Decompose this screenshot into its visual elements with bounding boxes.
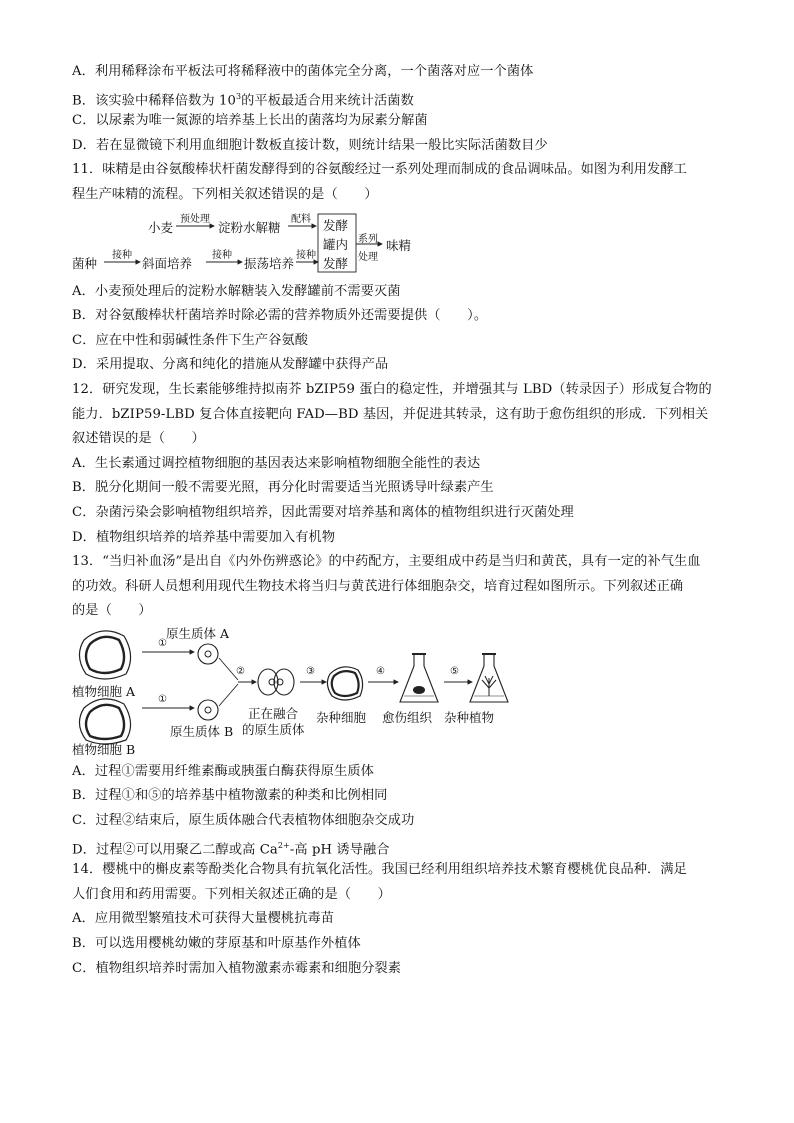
q10-option-d: D．若在显微镜下利用血细胞计数板直接计数，则统计结果一般比实际活菌数目少 (72, 137, 548, 153)
q13-option-d-text-end: -高 pH 诱导融合 (289, 842, 390, 858)
q14-option-b: B．可以选用樱桃幼嫩的芽原基和叶原基作外植体 (72, 936, 361, 952)
label-step5: ⑤ (450, 665, 459, 677)
q11-option-b: B．对谷氨酸棒状杆菌培养时除必需的营养物质外还需要提供（ ）。 (72, 308, 488, 324)
q10-option-c: C．以尿素为唯一氮源的培养基上长出的菌落均为尿素分解菌 (72, 113, 428, 129)
q13-stem-line1: 13．“当归补血汤”是出自《内外伤辨惑论》的中药配方，主要组成中药是当归和黄芪，具有一定的补气生血 (72, 554, 701, 570)
label-step1: ① (158, 637, 167, 649)
hybrid-cell-icon (327, 667, 362, 700)
q10-option-b-text-end: 的平板最适合用来统计活菌数 (241, 92, 414, 108)
q13-option-d-text: D．过程②可以用聚乙二醇或高 Ca (72, 842, 278, 858)
flow-starch-sugar: 淀粉水解糖 (218, 219, 281, 235)
flow-series-label: 系列 (358, 233, 378, 245)
hybrid-plant-flask-icon (470, 654, 508, 702)
flow-fermenter-line1: 发酵 (323, 217, 349, 233)
label-protoplast-a: 原生质体 A (166, 625, 230, 641)
label-step1-b: ① (158, 693, 167, 705)
label-fusing-line1: 正在融合 (248, 705, 299, 721)
flow-fermenter-line2: 罐内 (323, 236, 349, 252)
flow-slant-culture: 斜面培养 (142, 255, 193, 271)
label-step2: ② (236, 665, 245, 677)
label-protoplast-b: 原生质体 B (170, 723, 234, 739)
q13-option-c: C．过程②结束后，原生质体融合代表植物体细胞杂交成功 (72, 813, 415, 829)
q13-stem-line2: 的功效。科研人员想利用现代生物技术将当归与黄芪进行体细胞杂交，培育过程如图所示。下列叙述正确 (72, 578, 684, 594)
q10-option-a: A．利用稀释涂布平板法可将稀释液中的菌体完全分离，一个菌落对应一个菌体 (72, 64, 534, 79)
q11-option-c: C．应在中性和弱碱性条件下生产谷氨酸 (72, 332, 309, 348)
q14-stem-line1: 14．樱桃中的槲皮素等酚类化合物具有抗氧化活性。我国已经利用组织培养技术繁育樱桃优良品种．满足 (72, 862, 687, 878)
flow-inoc1-label: 接种 (112, 249, 132, 261)
label-fusing-line2: 的原生质体 (242, 721, 305, 737)
q11-option-a: A．小麦预处理后的淀粉水解糖装入发酵罐前不需要灭菌 (72, 283, 401, 299)
plant-cell-a-icon (79, 631, 130, 679)
label-hybrid-cell: 杂种细胞 (316, 709, 367, 725)
q11-option-d: D．采用提取、分离和纯化的措施从发酵罐中获得产品 (72, 357, 389, 373)
q12-stem-line1: 12．研究发现，生长素能够维持拟南芥 bZIP59 蛋白的稳定性，并增强其与 LBD（转录因子）形成复合物的 (72, 381, 712, 397)
q10-option-b-exponent: 3 (235, 91, 242, 101)
flow-process-label: 处理 (358, 251, 378, 263)
protoplast-b-icon (198, 700, 218, 720)
exam-page (72, 60, 724, 981)
flow-inoc2-label: 接种 (212, 249, 232, 261)
flow-inoc3-label: 接种 (296, 249, 316, 261)
flow-mix-label: 配料 (291, 213, 311, 225)
q10-option-b (72, 85, 724, 110)
msg-production-flowchart (72, 210, 724, 276)
q11-stem-line2: 程生产味精的流程。下列相关叙述错误的是（ ） (72, 186, 378, 202)
flow-fermenter-line3: 发酵 (323, 255, 349, 271)
flow-strain: 菌种 (72, 255, 98, 271)
label-step4: ④ (376, 665, 385, 677)
flow-msg: 味精 (386, 237, 412, 253)
q12-option-a: A．生长素通过调控植物细胞的基因表达来影响植物细胞全能性的表达 (72, 455, 481, 471)
label-hybrid-plant: 杂种植物 (444, 709, 495, 725)
q14-option-c: C．植物组织培养时需加入植物激素赤霉素和细胞分裂素 (72, 960, 402, 976)
q10-option-b-text: B．该实验中稀释倍数为 10 (72, 92, 236, 108)
q13-option-a: A．过程①需要用纤维素酶或胰蛋白酶获得原生质体 (72, 763, 374, 779)
protoplast-a-icon (198, 644, 218, 664)
label-plant-cell-a: 植物细胞 A (72, 683, 136, 699)
q11-stem-line1: 11．味精是由谷氨酸棒状杆菌发酵得到的谷氨酸经过一系列处理而制成的食品调味品。如图为利用发酵工 (72, 162, 687, 178)
q13-option-d (72, 834, 724, 859)
q12-option-b: B．脱分化期间一般不需要光照，再分化时需要适当光照诱导叶绿素产生 (72, 480, 494, 496)
q12-option-d: D．植物组织培养的培养基中需要加入有机物 (72, 529, 336, 545)
q12-stem-line3: 叙述错误的是（ ） (72, 431, 205, 447)
plant-cell-b-icon (79, 699, 130, 744)
q14-stem-line2: 人们食用和药用需要。下列相关叙述正确的是（ ） (72, 886, 391, 902)
somatic-hybridization-diagram (72, 626, 724, 756)
q12-stem-line2: 能力．bZIP59-LBD 复合体直接靶向 FAD—BD 基因，并促进其转录，这有助于愈伤组织的形成．下列相关 (72, 406, 709, 422)
flow-pretreat-label: 预处理 (180, 213, 210, 225)
flow-wheat: 小麦 (148, 219, 174, 235)
q12-option-c: C．杂菌污染会影响植物组织培养，因此需要对培养基和离体的植物组织进行灭菌处理 (72, 504, 574, 520)
callus-flask-icon (400, 654, 438, 702)
fusing-protoplast-icon (258, 669, 294, 695)
label-step3: ③ (306, 665, 315, 677)
q13-option-d-charge: 2+ (277, 840, 290, 850)
q14-option-a: A．应用微型繁殖技术可获得大量樱桃抗毒苗 (72, 911, 335, 927)
q13-stem-line3: 的是（ ） (72, 603, 152, 619)
flow-shake-culture: 振荡培养 (244, 255, 295, 271)
label-callus: 愈伤组织 (382, 709, 433, 725)
q13-option-b: B．过程①和⑤的培养基中植物激素的种类和比例相同 (72, 788, 388, 804)
label-plant-cell-b: 植物细胞 B (72, 741, 136, 757)
